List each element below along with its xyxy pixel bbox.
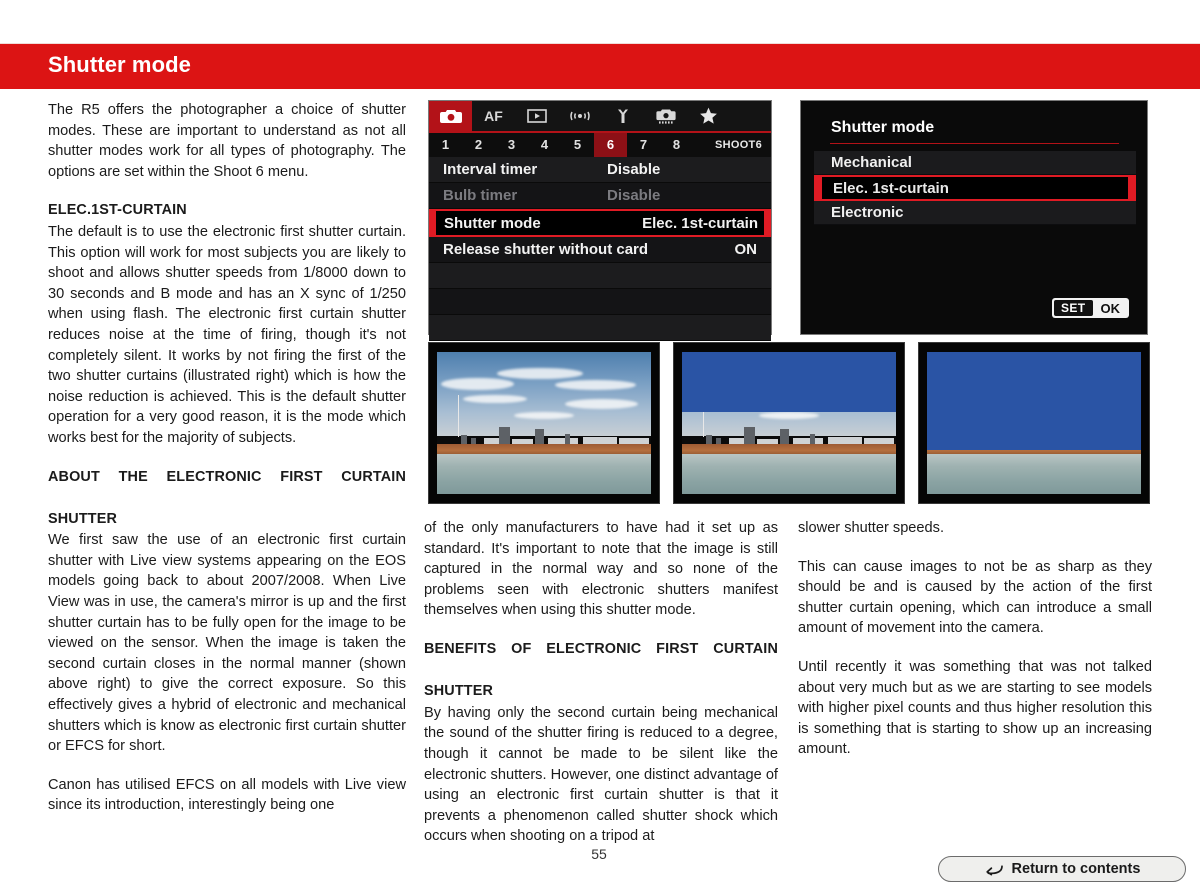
elec-1st-curtain-paragraph: The default is to use the electronic first shutter curtain. This option will work for most subjects you are likely to shoot and allows shutter speeds from 1/8000 down to 30 seconds and B mode and has an X sync of 1/250 when using flash. The electronic first curtain shutter reduces noise at the time of firing, though it's not completely silent. It works by not firing the first of the two shutter curtains (illustrated right) which is how the noise reduction is achieved. This is the default shutter operation for a very good reason, it is the mode which works best for the majority of subjects.	[48, 223, 406, 446]
menu-row-interval-timer-label: Interval timer	[443, 161, 538, 178]
dialog-title-underline	[830, 143, 1119, 144]
menu-page-1[interactable]: 1	[441, 137, 450, 152]
middle-text-column	[424, 518, 778, 847]
tab-shooting-camera-icon[interactable]	[429, 101, 472, 131]
menu-row-interval-timer[interactable]	[429, 157, 771, 183]
menu-row-release-shutter-without-card[interactable]	[429, 237, 771, 263]
section-heading-benefits-line2: SHUTTER	[424, 683, 494, 700]
benefits-paragraph: By having only the second curtain being mechanical the sound of the shutter firing is reduced to a degree, though it cannot be made to be silent like the electronic shutters. However, one distinct advantage of using an electronic first curtain shutter is that it prevents a phenomenon called shutter shock which occurs when shooting on a tripod at	[424, 704, 778, 845]
seafront-scene	[682, 352, 896, 494]
menu-row-empty-2	[429, 289, 771, 315]
section-heading-about-efcs-line2: SHUTTER	[48, 510, 118, 527]
dialog-option-elec-1st-curtain[interactable]: Elec. 1st-curtain	[814, 175, 1136, 201]
menu-page-number-row	[429, 133, 771, 157]
about-efcs-paragraph: We first saw the use of an electronic first curtain shutter with Live view systems appearing on the EOS models going back to about 2007/2008. When Live View was in use, the camera's mirror is up and the first shutter curtain has to be fully open for the image to be viewed on the sensor. When the image is taken the second curtain closes in the normal manner (shown above right) to give the correct exposure. So this effectively gives a hybrid of electronic and mechanical shutters which is know as electronic first curtain shutter or EFCS for short.	[48, 532, 406, 755]
set-button-label: SET	[1054, 300, 1093, 316]
page-number-value: 55	[591, 846, 607, 862]
menu-row-shutter-mode-label: Shutter mode	[444, 214, 541, 232]
dialog-option-mechanical[interactable]: Mechanical	[814, 151, 1136, 175]
return-arrow-icon	[984, 863, 1004, 876]
tab-af-label: AF	[484, 108, 503, 124]
dialog-title: Shutter mode	[831, 119, 935, 136]
shutter-curtain-overlay	[682, 352, 896, 412]
tab-my-menu-star-icon[interactable]	[687, 101, 730, 131]
menu-row-empty-1	[429, 263, 771, 289]
menu-page-8[interactable]: 8	[672, 137, 681, 152]
sky	[437, 352, 651, 436]
middle-continuation-paragraph: of the only manufacturers to have had it set up as standard. It's important to note that the image is still captured in the normal way and so none of the problems seen with electronic shutters manifest themselves when using this shutter mode.	[424, 520, 778, 619]
menu-page-label: SHOOT6	[714, 139, 762, 151]
menu-row-bulb-timer	[429, 183, 771, 209]
ok-button-label: OK	[1100, 300, 1120, 316]
tab-af[interactable]	[472, 101, 515, 131]
tab-playback-icon[interactable]	[515, 101, 558, 131]
menu-page-7[interactable]: 7	[639, 137, 648, 152]
menu-row-shutter-mode[interactable]	[429, 209, 771, 237]
menu-row-release-shutter-label: Release shutter without card	[443, 241, 649, 258]
menu-row-shutter-mode-value: Elec. 1st-curtain	[642, 214, 758, 232]
menu-row-bulb-timer-value: Disable	[607, 187, 661, 204]
until-recently-paragraph: Until recently it was something that was not talked about very much but as we are starting to see models with higher pixel counts and thus higher resolution this is something that is starting to show up an increasing amount.	[798, 658, 1152, 758]
tab-custom-functions-icon[interactable]	[644, 101, 687, 131]
shutter-mode-dialog-screenshot	[800, 100, 1148, 335]
menu-page-6[interactable]: 6	[594, 133, 627, 157]
section-heading-elec-1st-curtain: ELEC.1ST-CURTAIN	[48, 202, 187, 219]
menu-row-release-shutter-value: ON	[734, 241, 757, 258]
intro-paragraph: The R5 offers the photographer a choice of shutter modes. These are important to understand as not all shutter modes work for all types of photography. The options are set within the Shoot 6 menu.	[48, 102, 406, 180]
tab-wireless-icon[interactable]	[558, 101, 601, 131]
sea	[437, 454, 651, 494]
shutter-shock-paragraph: This can cause images to not be as sharp as they should be and is caused by the action of the first shutter curtain opening, which can introduce a small amount of movement into the camera.	[798, 558, 1152, 637]
cloud	[759, 412, 819, 419]
return-to-contents-label: Return to contents	[1011, 861, 1141, 877]
menu-row-interval-timer-value: Disable	[607, 161, 661, 178]
menu-row-empty-3	[429, 315, 771, 341]
dialog-option-list	[814, 151, 1136, 225]
photo-seafront-curtain-partial	[673, 342, 905, 504]
left-text-column	[48, 100, 406, 816]
shutter-curtain-overlay	[927, 352, 1141, 450]
set-ok-button[interactable]	[1052, 298, 1129, 318]
menu-page-2[interactable]: 2	[474, 137, 483, 152]
cloud	[514, 412, 574, 419]
menu-page-3[interactable]: 3	[507, 137, 516, 152]
cloud	[497, 368, 583, 379]
menu-page-4[interactable]: 4	[540, 137, 549, 152]
seafront-scene	[437, 352, 651, 494]
section-heading-about-efcs-line1: ABOUT THE ELECTRONIC FIRST CURTAIN	[48, 468, 406, 485]
photo-seafront-curtain-most	[918, 342, 1150, 504]
dialog-option-electronic[interactable]: Electronic	[814, 201, 1136, 225]
return-to-contents-button[interactable]	[938, 856, 1186, 882]
cloud	[463, 395, 527, 404]
cloud	[565, 399, 638, 409]
right-text-column	[798, 518, 1152, 760]
tab-setup-wrench-icon[interactable]	[601, 101, 644, 131]
photo-seafront-full-exposure	[428, 342, 660, 504]
menu-tab-row	[429, 101, 771, 133]
section-heading-benefits-line1: BENEFITS OF ELECTRONIC FIRST CURTAIN	[424, 640, 778, 657]
sea	[927, 454, 1141, 494]
page-title: Shutter mode	[48, 52, 191, 77]
sea	[682, 454, 896, 494]
canon-efcs-paragraph: Canon has utilised EFCS on all models with Live view since its introduction, interestingly being one	[48, 776, 406, 814]
right-continuation-paragraph: slower shutter speeds.	[798, 520, 945, 536]
camera-shoot6-menu-screenshot	[428, 100, 772, 335]
cloud	[441, 378, 514, 391]
menu-page-5[interactable]: 5	[573, 137, 582, 152]
menu-row-bulb-timer-label: Bulb timer	[443, 187, 518, 204]
seafront-scene	[927, 352, 1141, 494]
